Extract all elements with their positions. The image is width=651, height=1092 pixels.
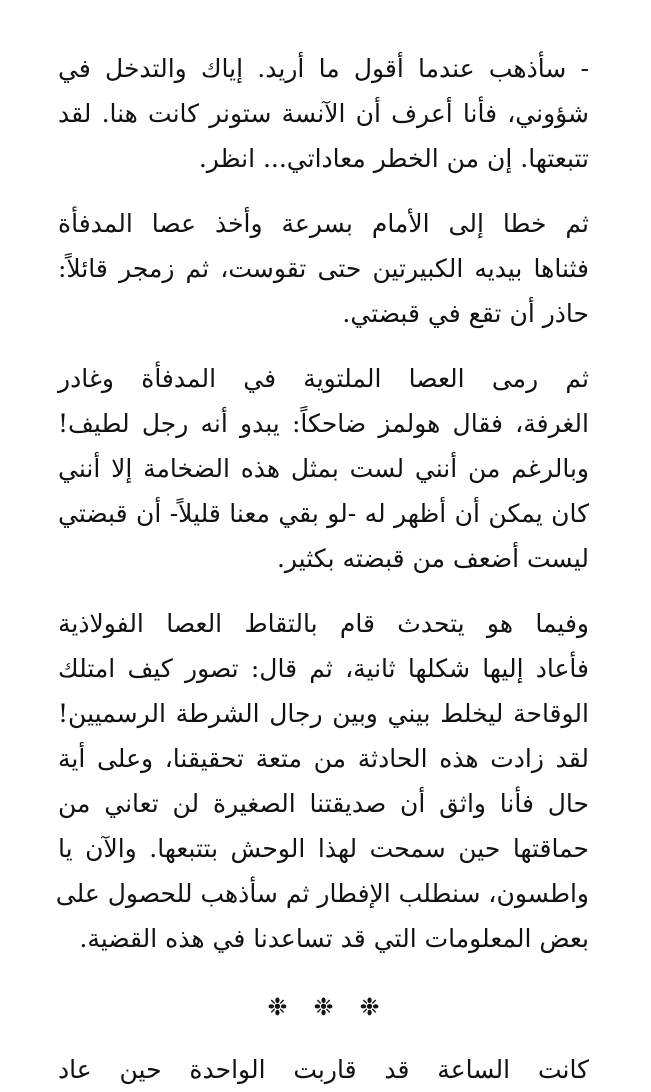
text-line: كانت الساعة قد قاربت الواحدة حين عاد (58, 1055, 589, 1084)
text-line: فأعاد إليها شكلها ثانية، ثم قال: تصور كيف امتلك (58, 654, 589, 683)
text-line: بعض المعلومات التي قد تساعدنا في هذه القضية. (79, 924, 589, 953)
asterism-icon: ❉ (267, 993, 314, 1021)
paragraph-4 (55, 601, 589, 961)
text-line: ليست أضعف من قبضته بكثير. (276, 544, 589, 573)
text-line: ثم خطا إلى الأمام بسرعة وأخذ عصا المدفأة (58, 209, 589, 238)
text-line: وبالرغم من أنني لست بمثل هذه الضخامة إلا أنني (58, 454, 589, 483)
text-line: - سأذهب عندما أقول ما أريد. إياك والتدخل في (58, 54, 589, 83)
asterism-icon: ❉ (313, 993, 360, 1021)
text-line: وفيما هو يتحدث قام بالتقاط العصا الفولاذية (58, 609, 589, 638)
text-line: حاذر أن تقع في قبضتي. (342, 299, 589, 328)
text-line: الوقاحة ليخلط بيني وبين رجال الشرطة الرسميين! (58, 699, 589, 728)
paragraph-2 (58, 201, 589, 336)
text-line: لقد زادت هذه الحادثة من متعة تحقيقنا، وعلى أية (58, 744, 589, 773)
text-line: واطسون، سنطلب الإفطار ثم سأذهب للحصول على (55, 879, 589, 908)
text-line: فثناها بيديه الكبيرتين حتى تقوست، ثم زمجر قائلاً: (58, 254, 589, 283)
text-line: حماقتها حين سمحت لهذا الوحش بتتبعها. والآن يا (58, 834, 589, 863)
section-break-ornament (58, 983, 589, 1031)
paragraph-1 (58, 46, 589, 181)
paragraph-gap (58, 336, 589, 356)
paragraph-3 (58, 356, 589, 581)
text-line: تتبعتها. إن من الخطر معاداتي... انظر. (198, 144, 589, 173)
asterism-icon: ❉ (359, 993, 406, 1021)
text-line: الغرفة، فقال هولمز ضاحكاً: يبدو أنه رجل لطيف! (58, 409, 589, 438)
trailing-paragraph (58, 1047, 589, 1092)
paragraph-gap (58, 581, 589, 601)
paragraph-gap (58, 181, 589, 201)
text-line: كان يمكن أن أظهر له -لو بقي معنا قليلاً- أن قبضتي (58, 499, 589, 528)
text-line: شؤوني، فأنا أعرف أن الآنسة ستونر كانت هنا. لقد (58, 99, 589, 128)
text-line: حال فأنا واثق أن صديقتنا الصغيرة لن تعاني من (58, 789, 589, 818)
text-line: ثم رمى العصا الملتوية في المدفأة وغادر (58, 364, 589, 393)
